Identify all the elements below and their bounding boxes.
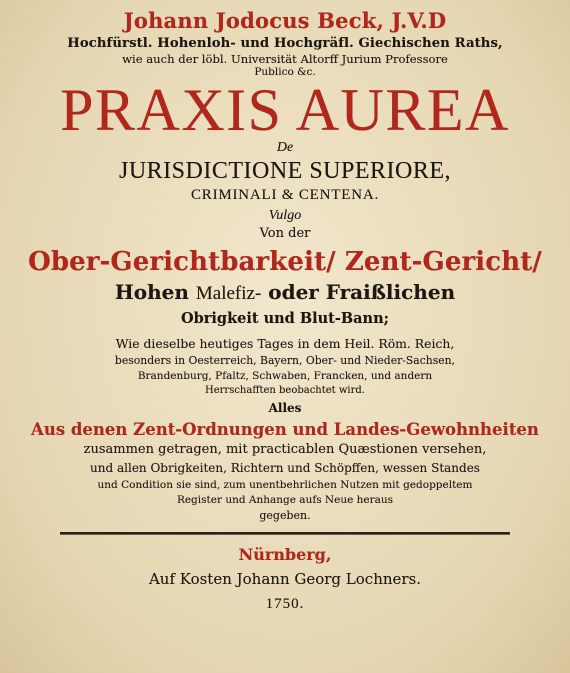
description-alles: Alles	[268, 401, 302, 415]
imprint-year: 1750.	[265, 596, 305, 612]
imprint-place: Nürnberg,	[238, 545, 332, 564]
german-title-line-1: Ober-Gerichtbarkeit/ Zent-Gericht/	[28, 247, 542, 277]
compilation-line-2: zusammen getragen, mit practicablen Quæstionen versehen,	[83, 442, 487, 457]
german-title-malefiz: Malefiz-	[195, 283, 262, 304]
compilation-line-1: Aus denen Zent-Ordnungen und Landes-Gewohnheiten	[31, 420, 539, 439]
description-line-4: Herrschafften beobachtet wird.	[205, 385, 365, 396]
imprint-divider-rule	[60, 532, 510, 535]
author-rank-line-1: Hochfürstl. Hohenloh- und Hochgräfl. Giechischen Raths,	[67, 36, 503, 51]
description-line-3: Brandenburg, Pfaltz, Schwaben, Francken, und andern	[137, 370, 433, 382]
description-line-1: Wie dieselbe heutiges Tages in dem Heil. Röm. Reich,	[115, 336, 455, 351]
author-name: Johann Jodocus Beck,	[123, 8, 384, 33]
imprint-publisher: Auf Kosten Johann Georg Lochners.	[148, 570, 422, 588]
german-title-fraisslichen: oder Fraißlichen	[268, 280, 456, 304]
german-title-line-3: Obrigkeit und Blut-Bann;	[181, 310, 389, 327]
german-title-hohen: Hohen	[114, 280, 189, 304]
german-title-line-2	[18, 280, 552, 305]
compilation-line-3: und allen Obrigkeiten, Richtern und Schöpffen, wessen Standes	[90, 461, 480, 475]
description-line-2: besonders in Oesterreich, Bayern, Ober- und Nieder-Sachsen,	[114, 354, 456, 367]
compilation-line-4: und Condition sie sind, zum unentbehrlichen Nutzen mit gedoppeltem	[97, 479, 473, 491]
main-title: PRAXIS AUREA	[60, 77, 510, 143]
author-rank-line-3: Publico &c.	[254, 66, 316, 78]
author-rank-line-2: wie auch der löbl. Universität Altorff Jurium Professore	[122, 52, 448, 66]
title-de: De	[276, 140, 294, 155]
title-criminali: CRIMINALI & CENTENA.	[190, 187, 380, 203]
title-von-der: Von der	[259, 226, 311, 241]
compilation-line-6: gegeben.	[259, 509, 311, 522]
compilation-line-5: Register und Anhange aufs Neue heraus	[176, 494, 394, 506]
title-jurisdictione: JURISDICTIONE SUPERIORE,	[118, 158, 451, 184]
author-line	[18, 8, 552, 33]
author-degree: J.V.D	[391, 8, 447, 33]
title-vulgo: Vulgo	[268, 208, 302, 223]
